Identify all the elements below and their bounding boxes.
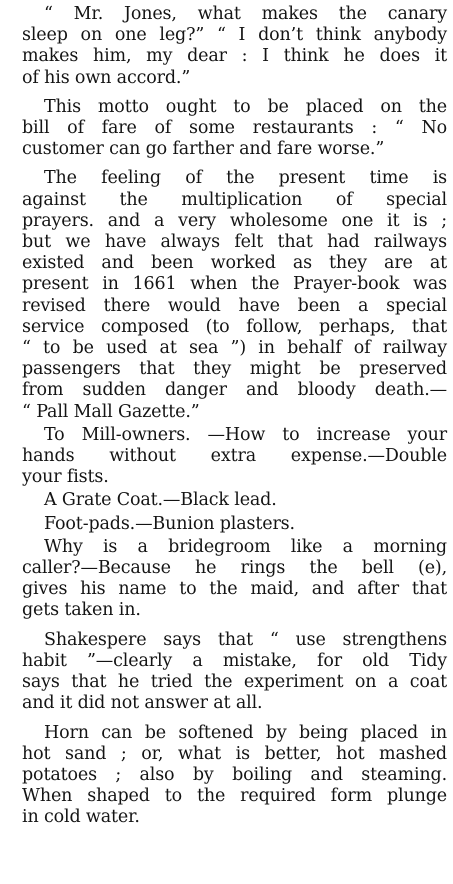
text-line: gives his name to the maid, and after that bbox=[22, 579, 447, 600]
text-line: Shakespere says that “ use strengthens bbox=[44, 629, 447, 650]
paragraph-foot-pads bbox=[22, 514, 447, 535]
text-line: existed and been worked as they are at bbox=[22, 253, 447, 274]
text-line: This motto ought to be placed on the bbox=[44, 96, 447, 117]
text-line: “ Mr. Jones, what makes the canary bbox=[44, 4, 447, 24]
text-line: Why is a bridegroom like a morning bbox=[44, 536, 447, 557]
text-line: “ Pall Mall Gazette.” bbox=[22, 401, 200, 422]
text-line: The feeling of the present time is bbox=[44, 168, 447, 189]
text-line: revised there would have been a special bbox=[22, 295, 447, 316]
text-line: customer can go farther and fare worse.” bbox=[22, 139, 385, 160]
text-line: habit ”—clearly a mistake, for old Tidy bbox=[22, 650, 447, 671]
paragraph-special-prayers bbox=[22, 168, 447, 422]
text-line: passengers that they might be preserved bbox=[22, 359, 447, 380]
paragraph-grate-coat bbox=[22, 490, 447, 511]
paragraph-shakespere-habit bbox=[22, 630, 447, 715]
text-line: sleep on one leg?” “ I don’t think anybody bbox=[22, 25, 447, 46]
text-line: To Mill-owners. —How to increase your bbox=[44, 424, 447, 445]
text-line: bill of fare of some restaurants : “ No bbox=[22, 118, 447, 139]
text-line: “ to be used at sea ”) in behalf of railway bbox=[22, 338, 447, 359]
text-line: caller?—Because he rings the bell (e), bbox=[22, 558, 447, 579]
text-line: prayers. and a very wholesome one it is ; bbox=[22, 210, 447, 231]
text-line: in cold water. bbox=[22, 807, 140, 828]
text-line: of his own accord.” bbox=[22, 67, 191, 88]
text-line: and it did not answer at all. bbox=[22, 693, 263, 714]
text-line: from sudden danger and bloody death.— bbox=[22, 380, 447, 401]
text-line: Foot-pads.—Bunion plasters. bbox=[44, 513, 295, 534]
text-line: your fists. bbox=[22, 467, 109, 488]
text-line: gets taken in. bbox=[22, 600, 141, 621]
paragraph-restaurant-motto bbox=[22, 97, 447, 161]
paragraph-softening-horn bbox=[22, 723, 447, 829]
text-line: says that he tried the experiment on a coat bbox=[22, 672, 447, 693]
text-line: but we have always felt that had railways bbox=[22, 232, 447, 253]
text-line: hot sand ; or, what is better, hot mashed bbox=[22, 743, 447, 764]
text-line: makes him, my dear : I think he does it bbox=[22, 46, 447, 67]
text-line: hands without extra expense.—Double bbox=[22, 446, 447, 467]
paragraph-bridegroom-riddle bbox=[22, 537, 447, 622]
text-line: service composed (to follow, perhaps, that bbox=[22, 316, 447, 337]
text-line: A Grate Coat.—Black lead. bbox=[44, 490, 277, 511]
paragraph-canary-joke bbox=[22, 4, 447, 89]
text-line: Horn can be softened by being placed in bbox=[44, 722, 447, 743]
text-line: potatoes ; also by boiling and steaming. bbox=[22, 764, 447, 785]
text-line: present in 1661 when the Prayer-book was bbox=[22, 274, 447, 295]
text-line: against the multiplication of special bbox=[22, 189, 447, 210]
paragraph-mill-owners bbox=[22, 425, 447, 489]
text-line: When shaped to the required form plunge bbox=[22, 786, 447, 807]
